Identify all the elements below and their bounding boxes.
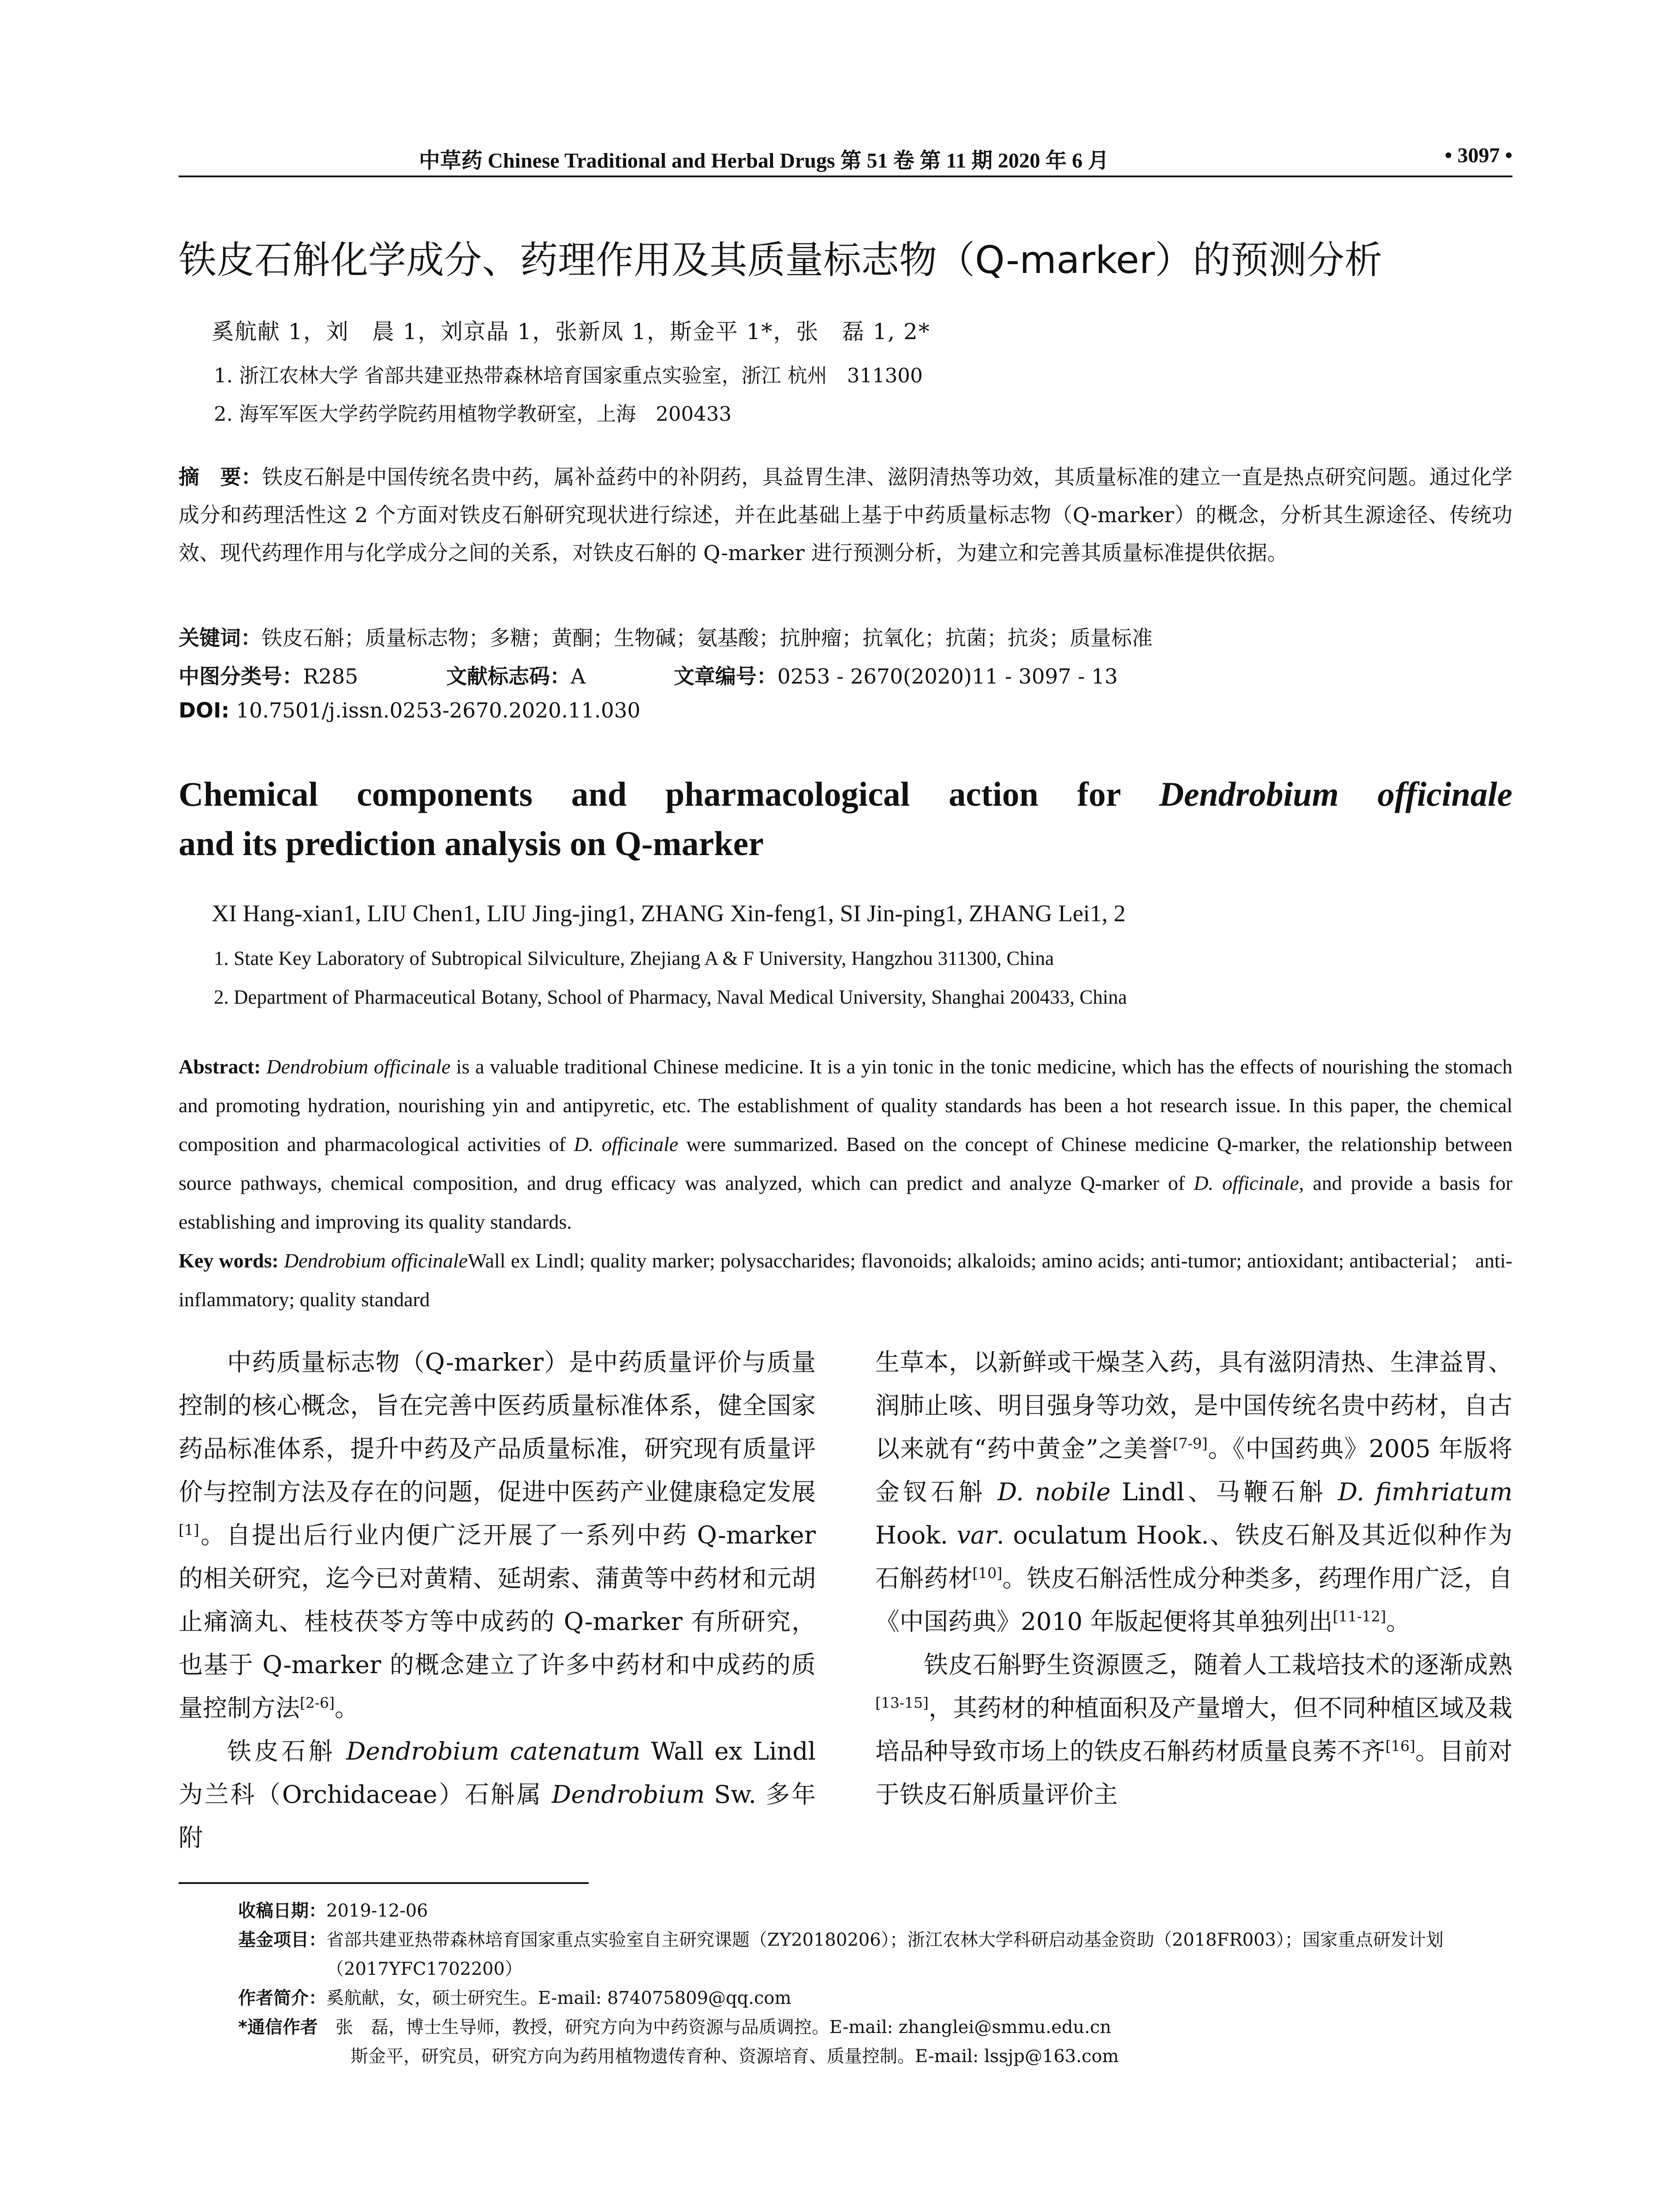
species-name: D. fimhriatum	[1338, 1478, 1512, 1506]
english-keywords-label: Key words:	[179, 1249, 279, 1272]
english-keywords-text: Wall ex Lindl; quality marker; polysaccharides; flavonoids; alkaloids; amino acids; anti-tumor; antioxidant; antibacterial； anti-inflammatory; quality standard	[179, 1249, 1512, 1311]
doi-label: DOI:	[179, 699, 230, 723]
chinese-title: 铁皮石斛化学成分、药理作用及其质量标志物（Q-marker）的预测分析	[179, 238, 1382, 282]
chinese-authors: 奚航献 1，刘 晨 1，刘京晶 1，张新凤 1，斯金平 1*，张 磊 1, 2*	[212, 319, 930, 344]
chinese-keywords-text: 铁皮石斛；质量标志物；多糖；黄酮；生物碱；氨基酸；抗肿瘤；抗氧化；抗菌；抗炎；质量标准	[261, 626, 1153, 650]
abstract-text-b: were summarized. Based on the concept of Chinese medicine Q-marker, the relationship between source pathways, chemical composition, and drug efficacy was analyzed, which can predict and analyze Q-marker of	[179, 1133, 1512, 1194]
english-abstract-label: Abstract:	[179, 1055, 261, 1078]
keywords-species: Dendrobium officinale	[284, 1249, 468, 1272]
citation: [11-12]	[1333, 1607, 1386, 1625]
citation: [1]	[179, 1521, 199, 1539]
abstract-species-short-2: D. officinale	[1194, 1172, 1299, 1194]
species-name: D. nobile	[997, 1478, 1111, 1506]
english-authors: XI Hang-xian1, LIU Chen1, LIU Jing-jing1, ZHANG Xin-feng1, SI Jin-ping1, ZHANG Lei1, 2	[212, 900, 1126, 927]
journal-info: 中草药 Chinese Traditional and Herbal Drugs 第 51 卷 第 11 期 2020 年 6 月	[419, 149, 1109, 172]
english-title-line-1	[179, 770, 1512, 819]
chinese-keywords-label: 关键词：	[179, 626, 261, 650]
clc-value: R285	[303, 665, 358, 689]
chinese-affiliation-1: 1. 浙江农林大学 省部共建亚热带森林培育国家重点实验室，浙江 杭州 311300	[214, 364, 923, 387]
citation: [16]	[1385, 1737, 1415, 1755]
body-text: 。目前对于铁皮石斛质量评价主	[875, 1737, 1512, 1809]
footnote-label: *通信作者	[238, 2017, 318, 2037]
footnote-author	[238, 1984, 1512, 2013]
classification-line	[179, 660, 1512, 690]
abstract-species-short: D. officinale	[574, 1133, 679, 1155]
english-affiliation-1: 1. State Key Laboratory of Subtropical Silviculture, Zhejiang A & F University, Hangzhou 311300, China	[214, 947, 1054, 969]
body-text: 。	[1386, 1607, 1411, 1636]
chinese-abstract	[179, 459, 1512, 572]
body-text: 生草本，以新鲜或干燥茎入药，具有滋阴清热、生津益胃、润肺止咳、明目强身等功效，是中国传统名贵中药材，自古以来就有“药中黄金”之美誉	[875, 1348, 1512, 1463]
running-header	[179, 139, 1512, 174]
page-number: • 3097 •	[1445, 144, 1512, 167]
footnote-corresponding-2: 斯金平，研究员，研究方向为药用植物遗传育种、资源培育、质量控制。E-mail: lssjp@163.com	[351, 2046, 1119, 2067]
footnotes	[238, 1896, 1512, 2071]
article-number-label: 文章编号：	[673, 665, 777, 689]
body-text: 。自提出后行业内便广泛开展了一系列中药 Q-marker 的相关研究，迄今已对黄精、延胡索、蒲黄等中药材和元胡止痛滴丸、桂枝茯苓方等中成药的 Q-marker 有所研究，也基于 Q-marker 的概念建立了许多中药材和中成药的质量控制方法	[179, 1521, 816, 1722]
abstract-text-a: is a valuable traditional Chinese medicine. It is a yin tonic in the tonic medicine, which has the effects of nourishing the stomach and promoting hydration, nourishing yin and antipyretic, etc. The establishment of quality standards has been a hot research issue. In this paper, the chemical composition and pharmacological activities of	[179, 1055, 1512, 1155]
footnote-label: 收稿日期：	[238, 1901, 326, 1921]
body-left-column	[179, 1341, 816, 1859]
body-text: 。《中国药典》2005 年版将金钗石斛	[875, 1435, 1512, 1506]
footnote-text: 2019-12-06	[326, 1901, 428, 1921]
footnote-fund	[238, 1925, 1512, 1984]
footnote-label: 基金项目：	[238, 1930, 326, 1950]
body-paragraph	[875, 1341, 1512, 1643]
body-text: 。铁皮石斛活性成分种类多，药理作用广泛，自《中国药典》2010 年版起便将其单独列出	[875, 1564, 1512, 1636]
species-name: Dendrobium catenatum	[346, 1737, 641, 1765]
variety-abbrev: var	[956, 1521, 997, 1549]
english-title-line-2: and its prediction analysis on Q-marker	[179, 824, 764, 863]
chinese-abstract-text: 铁皮石斛是中国传统名贵中药，属补益药中的补阴药，具益胃生津、滋阴清热等功效，其质量标准的建立一直是热点研究问题。通过化学成分和药理活性这 2 个方面对铁皮石斛研究现状进行综述，并在此基础上基于中药质量标志物（Q-marker）的概念，分析其生源途径、传统功效、现代药理作用与化学成分之间的关系，对铁皮石斛的 Q-marker 进行预测分析，为建立和完善其质量标准提供依据。	[179, 465, 1513, 565]
chinese-keywords	[179, 622, 1512, 651]
citation: [2-6]	[300, 1694, 335, 1712]
body-text: 。	[334, 1694, 359, 1722]
body-text: 铁皮石斛	[227, 1737, 347, 1765]
footnote-corresponding	[238, 2013, 1512, 2042]
abstract-text-c: , and provide a basis for establishing and improving its quality standards.	[179, 1172, 1512, 1233]
footnote-received	[238, 1896, 1512, 1925]
citation: [7-9]	[1172, 1435, 1208, 1452]
english-abstract	[179, 1047, 1512, 1241]
genus-name: Dendrobium	[552, 1780, 705, 1809]
article-number-value: 0253 - 2670(2020)11 - 3097 - 13	[777, 665, 1118, 689]
doi-value: 10.7501/j.issn.0253-2670.2020.11.030	[236, 699, 641, 723]
clc-label: 中图分类号：	[179, 665, 303, 689]
english-affiliation-2: 2. Department of Pharmaceutical Botany, School of Pharmacy, Naval Medical University, Shanghai 200433, China	[214, 986, 1127, 1008]
body-text: Hook.	[875, 1521, 957, 1549]
citation: [13-15]	[875, 1694, 929, 1712]
doc-code-value: A	[571, 665, 586, 689]
english-title-species: Dendrobium officinale	[1159, 775, 1513, 813]
footnote-text: 奚航献，女，硕士研究生。E-mail: 874075809@qq.com	[326, 1988, 791, 2008]
english-title-text: Chemical components and pharmacological action for	[179, 775, 1159, 813]
body-paragraph	[179, 1341, 816, 1730]
body-text: ，其药材的种植面积及产量增大，但不同种植区域及栽培品种导致市场上的铁皮石斛药材质量良莠不齐	[875, 1694, 1512, 1765]
header-rule	[179, 176, 1512, 177]
footnote-label: 作者简介：	[238, 1988, 326, 2008]
doi-line	[179, 699, 1512, 723]
body-text: 铁皮石斛野生资源匮乏，随着人工栽培技术的逐渐成熟	[924, 1651, 1512, 1679]
body-text: . oculatum Hook.、铁皮石斛及其近似种作为石斛药材	[875, 1521, 1512, 1592]
english-keywords	[179, 1241, 1512, 1319]
abstract-species: Dendrobium officinale	[266, 1055, 451, 1078]
english-title	[179, 770, 1512, 868]
footnote-rule	[179, 1882, 589, 1884]
chinese-affiliation-2: 2. 海军军医大学药学院药用植物学教研室，上海 200433	[214, 402, 732, 426]
doc-code-label: 文献标志码：	[446, 665, 571, 689]
body-text: Lindl、马鞭石斛	[1110, 1478, 1338, 1506]
body-right-column	[875, 1341, 1512, 1816]
chinese-abstract-label: 摘 要：	[179, 465, 262, 490]
footnote-text: 省部共建亚热带森林培育国家重点实验室自主研究课题（ZY20180206）；浙江农林大学科研启动基金资助（2018FR003）；国家重点研发计划（2017YFC1702200）	[326, 1930, 1444, 1979]
body-paragraph	[179, 1730, 816, 1859]
footnote-text: 张 磊，博士生导师，教授，研究方向为中药资源与品质调控。E-mail: zhanglei@smmu.edu.cn	[335, 2017, 1112, 2037]
body-text: 中药质量标志物（Q-marker）是中药质量评价与质量控制的核心概念，旨在完善中医药质量标准体系，健全国家药品标准体系，提升中药及产品质量标准，研究现有质量评价与控制方法及存在的问题，促进中医药产业健康稳定发展	[179, 1348, 816, 1506]
body-text: Wall ex Lindl 为兰科（Orchidaceae）石斛属	[179, 1737, 816, 1809]
body-paragraph	[875, 1643, 1512, 1816]
body-text: Sw. 多年附	[179, 1780, 816, 1852]
citation: [10]	[972, 1564, 1003, 1582]
